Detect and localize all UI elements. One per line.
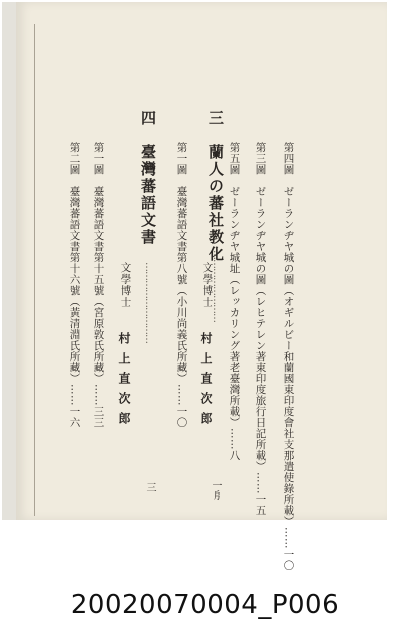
s3-figure-5: 第五圖 ゼーランヂヤ城址（レッカリング著老臺灣所載）……八 (228, 142, 241, 461)
s3-author-title: 文學博士 (201, 262, 214, 308)
s4-leader: ……………………… (143, 262, 154, 343)
s3-leader: …………………… (211, 250, 222, 322)
s3-page-number: 一㐆 (210, 480, 221, 500)
image-identifier-caption: 20020070004_P006 (70, 590, 340, 620)
s4-figure-1b: 第一圖 臺灣蕃語文書第十五號（宮原敦氏所藏）……三三 (92, 142, 105, 428)
book-spine-edge (2, 2, 17, 520)
s4-author-name: 村上直次郎 (117, 332, 131, 432)
page-margin-rule (34, 24, 35, 516)
s3-figure-4: 第四圖 ゼーランヂヤ城の圖（オギルビー和蘭國東印度會社支那遣使錄所載）……一〇 (282, 142, 295, 571)
s4-figure-2: 第二圖 臺灣蕃語文書第十六號（黃清淵氏所藏）……一六 (68, 142, 81, 428)
s3-author-name: 村上直次郎 (199, 332, 213, 432)
s3-figure-3: 第三圖 ゼーランヂヤ城の圖（レヒテレン著東印度旅行日記所載）……一五 (254, 142, 267, 516)
s4-page-number: 三 (144, 482, 155, 492)
s4-heading: 四 臺灣蕃語文書 (139, 110, 157, 246)
s4-author-title: 文學博士 (119, 262, 132, 308)
s3-heading: 三 蘭人の蕃社教化 (207, 110, 225, 263)
s4-figure-1a: 第一圖 臺灣蕃語文書第八號（小川尚義氏所藏）……一〇 (175, 142, 188, 428)
